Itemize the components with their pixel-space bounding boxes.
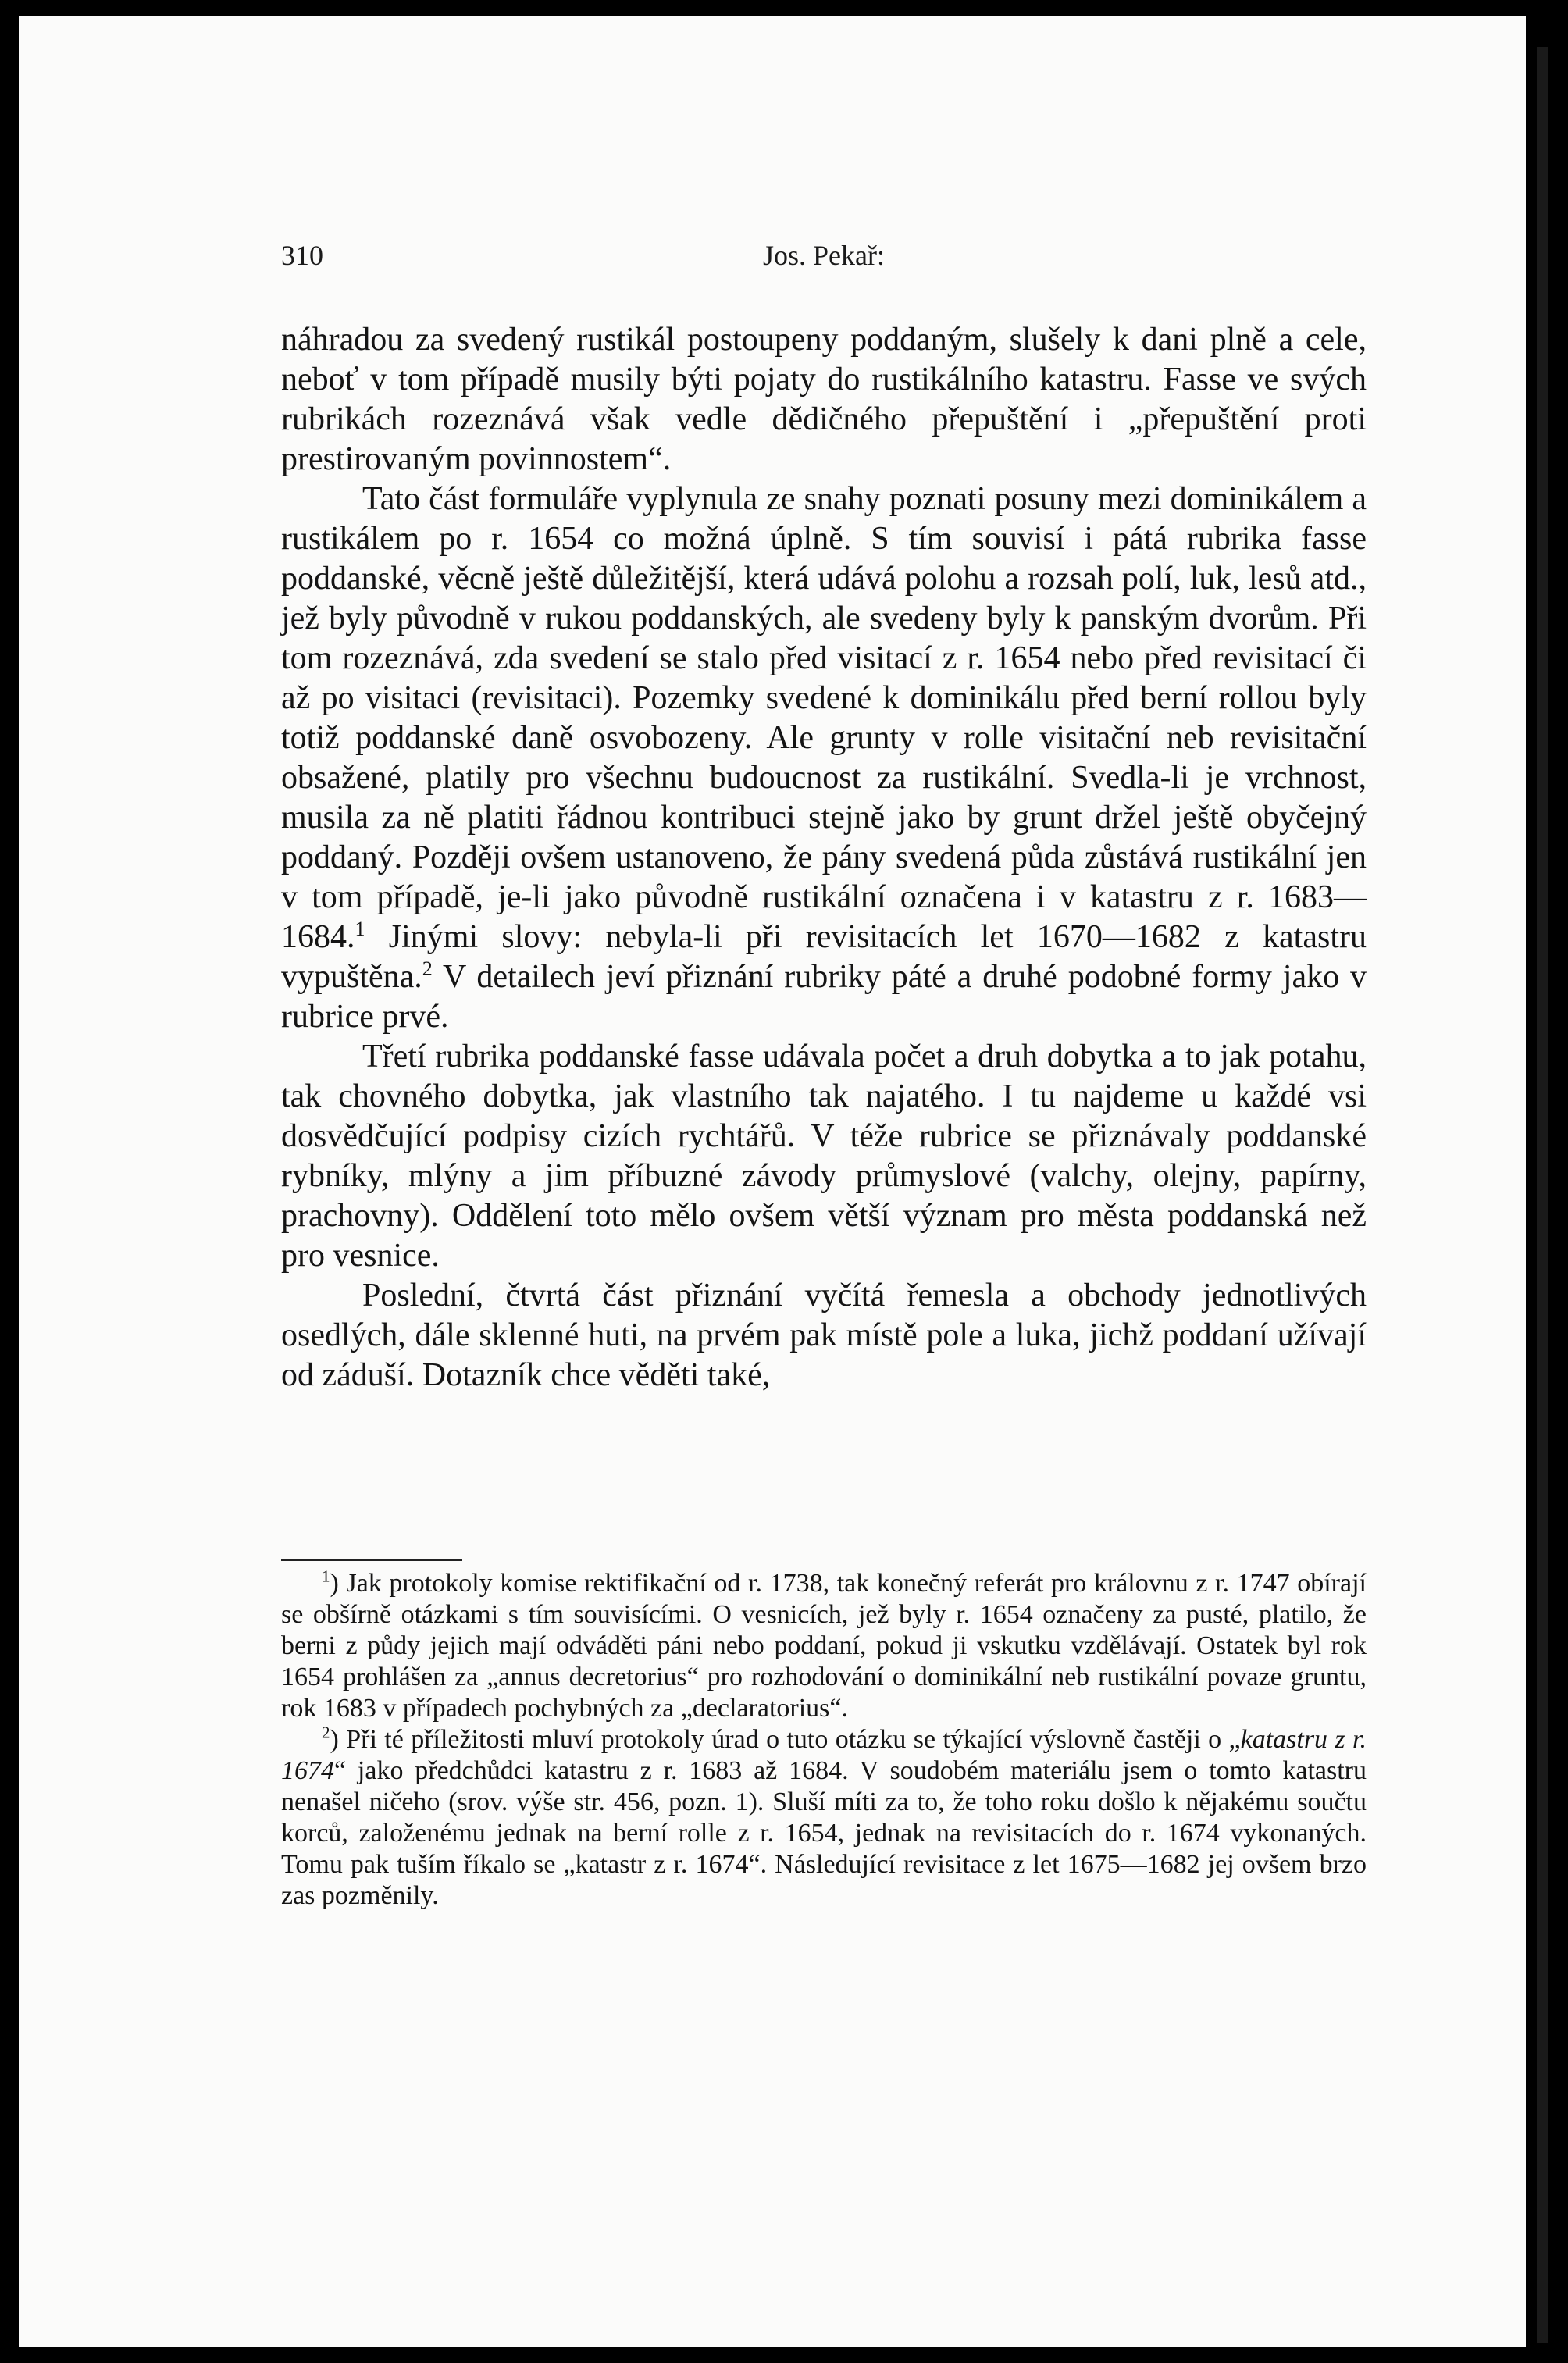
- paragraph-2: [281, 479, 1367, 1037]
- footnote-ref-1[interactable]: 1: [355, 918, 365, 940]
- footnote-1-mark: 1: [322, 1566, 330, 1586]
- running-title: Jos. Pekař:: [763, 240, 885, 271]
- page-edge-shadow: [1537, 47, 1548, 2343]
- footnote-2-text-a: ) Při té příležitosti mluví protokoly úrad o tuto otázku se týkající výslovně častěji o „: [330, 1725, 1241, 1754]
- footnote-1-text: ) Jak protokoly komise rektifikační od r. 1738, tak konečný referát pro královnu z r. 1747 obírají se obšírně otázkami s tím souvisícími. O vesnicích, jež byly r. 1654 označeny za pusté, platilo, že berni z půdy jejich mají odváděti páni nebo poddaní, pokud ji vskutku vzdělávají. Ostatek byl rok 1654 prohlášen za „annus decretorius“ pro rozhodování o dominikální neb rustikální povaze gruntu, rok 1683 v případech pochybných za „declaratorius“.: [281, 1569, 1367, 1723]
- main-text: [281, 320, 1367, 1395]
- book-page: [19, 16, 1526, 2347]
- footnote-divider: [281, 1559, 462, 1561]
- footnotes: [281, 1568, 1367, 1912]
- footnote-ref-2[interactable]: 2: [422, 957, 433, 980]
- paragraph-3: Třetí rubrika poddanské fasse udávala počet a druh dobytka a to jak potahu, tak chovného dobytka, jak vlastního tak najatého. I tu najdeme u každé vsi dosvědčující podpisy cizích rychtářů. V téže rubrice se přiznávaly poddanské rybníky, mlýny a jim příbuzné závody průmyslové (valchy, olejny, papírny, prachovny). Oddělení toto mělo ovšem větší význam pro města poddanská než pro vesnice.: [281, 1039, 1367, 1274]
- footnote-2-italic: katastru z r. 1674: [281, 1725, 1367, 1785]
- footnote-2: [281, 1724, 1367, 1912]
- paragraph-2-part-c: V detailech jeví přiznání rubriky páté a druhé podobné formy jako v rubrice prvé.: [281, 959, 1367, 1035]
- page-number: 310: [281, 240, 323, 271]
- paragraph-2-part-b: Jinými slovy: nebyla-li při revisitacích let 1670—1682 z katastru vypuštěna.: [281, 919, 1367, 995]
- footnote-1: [281, 1568, 1367, 1724]
- paragraph-1: náhradou za svedený rustikál postoupeny poddaným, slušely k dani plně a cele, neboť v tom případě musily býti pojaty do rustikálního katastru. Fasse ve svých rubrikách rozeznává však vedle dědičného přepuštění i „přepuštění proti prestirovaným povinnostem“.: [281, 322, 1367, 477]
- footnote-2-mark: 2: [322, 1723, 330, 1742]
- paragraph-2-part-a: Tato část formuláře vyplynula ze snahy poznati posuny mezi dominikálem a rustikálem po r. 1654 co možná úplně. S tím souvisí i pátá rubrika fasse poddanské, věcně ještě důležitější, která udává polohu a rozsah polí, luk, lesů atd., jež byly původně v rukou poddanských, ale svedeny byly k panským dvorům. Při tom rozeznává, zda svedení se stalo před visitací z r. 1654 nebo před revisitací či až po visitaci (revisitaci). Pozemky svedené k dominikálu před berní rollou byly totiž poddanské daně osvobozeny. Ale grunty v rolle visitační neb revisitační obsažené, platily pro všechnu budoucnost za rustikální. Svedla-li je vrchnost, musila za ně platiti řádnou kontribuci stejně jako by grunt držel ještě obyčejný poddaný. Později ovšem ustanoveno, že pány svedená půda zůstává rustikální jen v tom případě, je-li jako původně rustikální označena i v katastru z r. 1683—1684.: [281, 481, 1367, 955]
- paragraph-4: Poslední, čtvrtá část přiznání vyčítá řemesla a obchody jednotlivých osedlých, dále sklenné huti, na prvém pak místě pole a luka, jichž poddaní užívají od záduší. Dotazník chce věděti také,: [281, 1278, 1367, 1393]
- page-header: [281, 239, 1367, 278]
- footnote-2-text-b: “ jako předchůdci katastru z r. 1683 až 1684. V soudobém materiálu jsem o tomto katastru nenašel ničeho (srov. výše str. 456, pozn. 1). Sluší míti za to, že toho roku došlo k nějakému součtu korců, založenému jednak na berní rolle z r. 1654, jednak na revisitacích do r. 1674 vykonaných. Tomu pak tuším říkalo se „katastr z r. 1674“. Následující revisitace z let 1675—1682 jej ovšem brzo zas pozměnily.: [281, 1756, 1367, 1910]
- scan-border: [1548, 0, 1568, 2363]
